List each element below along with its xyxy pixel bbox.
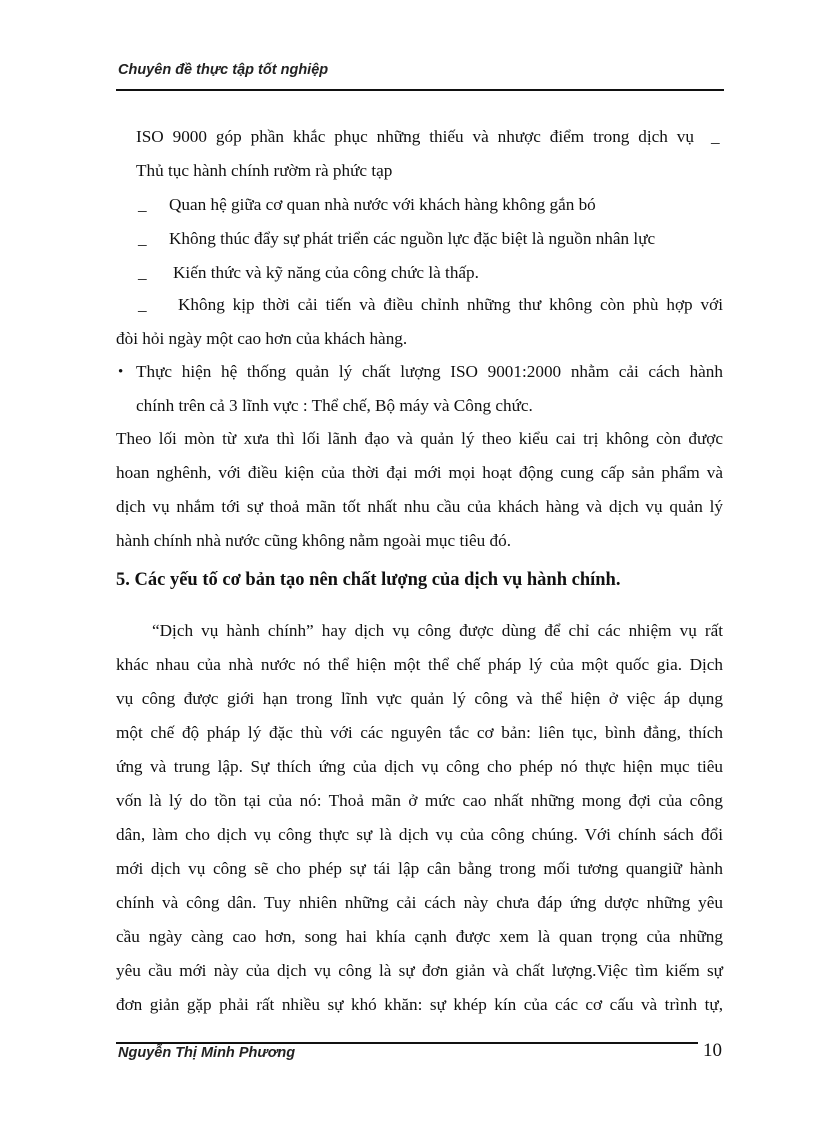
dash-marker: _ — [711, 127, 720, 146]
text-line: Theo lối mòn từ xưa thì lối lãnh đạo và quản lý theo kiểu cai trị không còn được — [116, 429, 723, 448]
text-line: chính và công dân. Tuy nhiên những cải cách này chưa đáp ứng dược những yêu — [116, 893, 723, 912]
text-line: vốn là lý do tồn tại của nó: Thoả mãn ở mức cao nhất những mong đợi của công — [116, 791, 723, 810]
text-line: “Dịch vụ hành chính” hay dịch vụ công được dùng để chỉ các nhiệm vụ rất — [152, 621, 723, 640]
footer-author: Nguyễn Thị Minh Phương — [118, 1045, 296, 1061]
text-line: hành chính nhà nước cũng không nằm ngoài mục tiêu đó. — [116, 531, 512, 550]
text-line: Quan hệ giữa cơ quan nhà nước với khách hàng không gắn bó — [169, 195, 596, 214]
text-line: Thực hiện hệ thống quản lý chất lượng ISO 9001:2000 nhằm cải cách hành — [136, 362, 723, 381]
dash-marker: _ — [138, 295, 147, 314]
dash-marker: _ — [138, 263, 147, 282]
text-line: Không thúc đẩy sự phát triển các nguồn lực đặc biệt là nguồn nhân lực — [169, 229, 656, 248]
text-line: đơn giản gặp phải rất nhiều sự khó khăn: sự khép kín của các cơ cấu và trình tự, — [116, 995, 723, 1014]
text-line: Kiến thức và kỹ năng của công chức là thấp. — [173, 263, 479, 282]
text-line: dịch vụ nhắm tới sự thoả mãn tốt nhất nhu cầu của khách hàng và dịch vụ quản lý — [116, 497, 723, 516]
text-line: hoan nghênh, với điều kiện của thời đại mới mọi hoạt động cung cấp sản phẩm và — [116, 463, 723, 482]
text-line: đòi hỏi ngày một cao hơn của khách hàng. — [116, 329, 408, 348]
dash-marker: _ — [138, 195, 147, 214]
page-number: 10 — [703, 1040, 722, 1061]
text-line: mới dịch vụ công sẽ cho phép sự tái lập cân bằng trong mối tương quangiữ hành — [116, 859, 723, 878]
dash-marker: _ — [138, 229, 147, 248]
text-line: yêu cầu mới này của dịch vụ công là sự đơn giản và chất lượng.Việc tìm kiếm sự — [116, 961, 723, 980]
text-line: Không kịp thời cải tiến và điều chỉnh những thư không còn phù hợp với — [178, 295, 723, 314]
footer-rule — [116, 1042, 698, 1044]
header-rule — [116, 89, 724, 91]
bullet-icon: • — [118, 364, 124, 380]
text-line: khác nhau của nhà nước nó thể hiện một thể chế pháp lý của một quốc gia. Dịch — [116, 655, 723, 674]
text-line: ứng và trung lập. Sự thích ứng của dịch vụ công cho phép nó thực hiện mục tiêu — [116, 757, 723, 776]
text-line: cầu ngày càng cao hơn, song hai khía cạnh được xem là quan trọng của những — [116, 927, 723, 946]
text-line: Thủ tục hành chính rườm rà phức tạp — [136, 161, 393, 180]
text-line: vụ công được giới hạn trong lĩnh vực quản lý công và thể hiện ở việc áp dụng — [116, 689, 723, 708]
text-line: một chế độ pháp lý đặc thù với các nguyên tắc cơ bản: liên tục, bình đẳng, thích — [116, 723, 723, 742]
text-line: chính trên cả 3 lĩnh vực : Thể chế, Bộ máy và Công chức. — [136, 396, 533, 415]
section-heading: 5. Các yếu tố cơ bản tạo nên chất lượng của dịch vụ hành chính. — [116, 570, 621, 590]
text-line: dân, làm cho dịch vụ công thực sự là dịch vụ của công chúng. Với chính sách đổi — [116, 825, 723, 844]
text-line: ISO 9000 góp phần khắc phục những thiếu và nhược điểm trong dịch vụ — [136, 127, 694, 146]
header-title: Chuyên đề thực tập tốt nghiệp — [118, 62, 329, 78]
